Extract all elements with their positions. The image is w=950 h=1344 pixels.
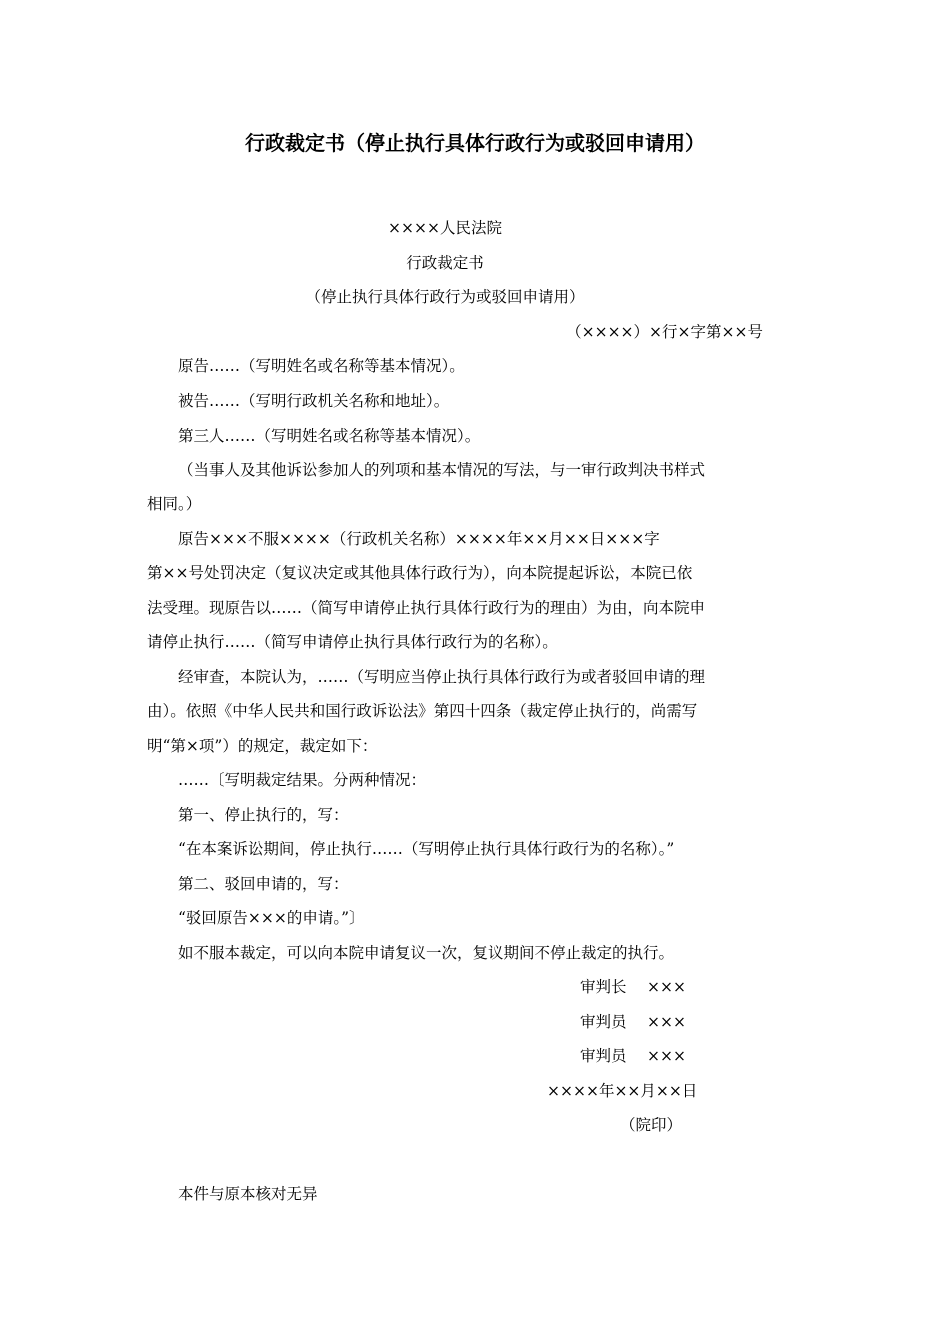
ruling-case-2-text: “驳回原告×××的申请。”〕	[178, 909, 365, 927]
reasoning-line-2: 由）。依照《中华人民共和国行政诉讼法》第四十四条（裁定停止执行的，尚需写	[147, 702, 698, 720]
ruling-case-1-label: 第一、停止执行的，写：	[178, 806, 349, 824]
document-title: 行政裁定书（停止执行具体行政行为或驳回申请用）	[245, 131, 705, 155]
signature-name: ×××	[647, 978, 686, 996]
reasoning-line-1: 经审查，本院认为，……（写明应当停止执行具体行政行为或者驳回申请的理	[178, 668, 706, 686]
document-type: 行政裁定书	[406, 254, 484, 272]
facts-line-2: 第××号处罚决定（复议决定或其他具体行政行为），向本院提起诉讼，本院已依	[147, 564, 693, 582]
reasoning-line-3: 明“第×项”）的规定，裁定如下：	[147, 737, 378, 755]
court-seal: （院印）	[620, 1116, 683, 1134]
note-line-2: 相同。）	[147, 495, 202, 513]
signature-role: 审判员	[580, 1047, 627, 1065]
facts-line-3: 法受理。现原告以……（简写申请停止执行具体行政行为的理由）为由，向本院申	[147, 599, 706, 617]
ruling-case-2-label: 第二、驳回申请的，写：	[178, 875, 349, 893]
plaintiff-line: 原告……（写明姓名或名称等基本情况）。	[178, 357, 465, 375]
ruling-case-1-text: “在本案诉讼期间，停止执行……（写明停止执行具体行政行为的名称）。”	[178, 840, 675, 858]
document-subtitle: （停止执行具体行政行为或驳回申请用）	[305, 288, 585, 306]
appeal-notice: 如不服本裁定，可以向本院申请复议一次，复议期间不停止裁定的执行。	[178, 944, 675, 962]
ruling-intro: ……〔写明裁定结果。分两种情况：	[178, 771, 427, 789]
signature-role: 审判员	[580, 1013, 627, 1031]
court-name: ××××人民法院	[388, 219, 502, 237]
document-date: ××××年××月××日	[547, 1082, 698, 1100]
defendant-line: 被告……（写明行政机关名称和地址）。	[178, 392, 450, 410]
note-line-1: （当事人及其他诉讼参加人的列项和基本情况的写法，与一审行政判决书样式	[178, 461, 706, 479]
case-number: （××××）×行×字第××号	[566, 323, 763, 341]
signature-role: 审判长	[580, 978, 627, 996]
certification-note: 本件与原本核对无异	[178, 1185, 318, 1203]
signature-name: ×××	[647, 1047, 686, 1065]
signature-name: ×××	[647, 1013, 686, 1031]
facts-line-1: 原告×××不服××××（行政机关名称）××××年××月××日×××字	[178, 530, 660, 548]
third-party-line: 第三人……（写明姓名或名称等基本情况）。	[178, 427, 481, 445]
facts-line-4: 请停止执行……（简写申请停止执行具体行政行为的名称）。	[147, 633, 558, 651]
